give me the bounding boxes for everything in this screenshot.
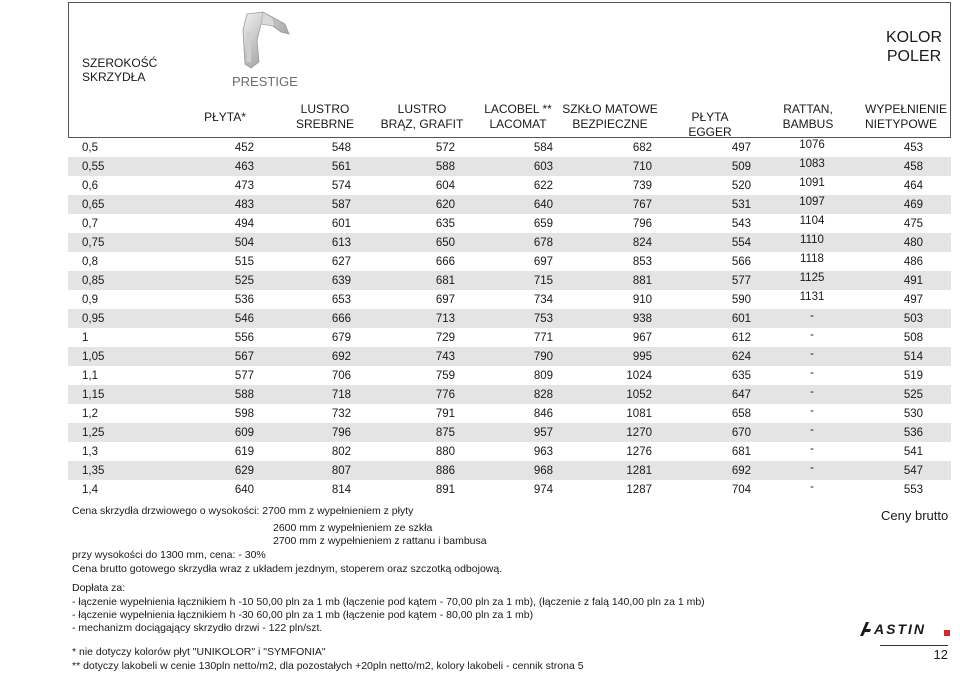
width-cell: 1,4 <box>82 484 98 496</box>
price-cell: 1281 <box>626 465 652 477</box>
price-cell: 963 <box>533 446 553 458</box>
price-cell: 791 <box>435 408 455 420</box>
price-cell: 619 <box>234 446 254 458</box>
price-cell: 546 <box>234 313 254 325</box>
price-cell: 767 <box>632 199 652 211</box>
price-cell: 504 <box>234 237 254 249</box>
width-cell: 0,55 <box>82 161 105 173</box>
column-header-6 <box>778 102 838 132</box>
price-cell: 1270 <box>626 427 652 439</box>
price-cell: 1083 <box>799 158 825 170</box>
price-note-1: Cena skrzydła drzwiowego o wysokości: 2700 mm z wypełnieniem z płyty <box>72 505 414 517</box>
price-cell: 613 <box>331 237 351 249</box>
column-header-line1: PŁYTA EGGER <box>688 110 732 139</box>
price-cell: 494 <box>234 218 254 230</box>
table-row <box>68 195 951 214</box>
column-header-5 <box>672 110 748 140</box>
price-cell: 620 <box>435 199 455 211</box>
price-cell: 796 <box>632 218 652 230</box>
price-cell: 574 <box>331 180 351 192</box>
price-cell: 881 <box>632 275 652 287</box>
price-cell: 846 <box>533 408 553 420</box>
price-cell: 1110 <box>800 234 824 246</box>
column-header-3 <box>484 102 552 132</box>
column-header-line1: SZKŁO MATOWE <box>562 102 658 116</box>
price-cell: 639 <box>331 275 351 287</box>
width-cell: 0,8 <box>82 256 98 268</box>
color-title-line1: KOLOR <box>885 29 942 46</box>
price-cell: 473 <box>234 180 254 192</box>
width-column-title <box>82 56 158 84</box>
price-cell: 995 <box>632 351 652 363</box>
price-cell: 809 <box>533 370 553 382</box>
price-cell: 1091 <box>799 177 825 189</box>
price-cell: 497 <box>903 294 923 306</box>
table-row <box>68 176 951 195</box>
price-cell: 974 <box>533 484 553 496</box>
price-cell: 491 <box>903 275 923 287</box>
column-header-line2: LACOMAT <box>489 117 547 131</box>
width-cell: 0,9 <box>82 294 98 306</box>
price-note-4: przy wysokości do 1300 mm, cena: - 30% <box>72 549 266 561</box>
table-row <box>68 423 951 442</box>
width-cell: 0,7 <box>82 218 98 230</box>
width-cell: 1,15 <box>82 389 105 401</box>
price-cell: 622 <box>533 180 553 192</box>
price-cell: 790 <box>533 351 553 363</box>
price-cell: 609 <box>234 427 254 439</box>
price-cell: 824 <box>632 237 652 249</box>
column-header-line1: RATTAN, <box>783 102 833 116</box>
price-cell: 464 <box>903 180 923 192</box>
table-row <box>68 480 951 499</box>
width-cell: 0,5 <box>82 142 98 154</box>
column-header-line1: LACOBEL ** <box>484 102 552 116</box>
price-cell: 1287 <box>626 484 652 496</box>
price-cell: 718 <box>331 389 351 401</box>
table-row <box>68 290 951 309</box>
width-cell: 1,1 <box>82 370 98 382</box>
price-cell: 543 <box>731 218 751 230</box>
price-cell: 653 <box>331 294 351 306</box>
price-cell: 1097 <box>799 196 825 208</box>
price-cell: 530 <box>903 408 923 420</box>
price-cell: 525 <box>903 389 923 401</box>
table-row <box>68 233 951 252</box>
price-cell: 682 <box>632 142 652 154</box>
price-cell: 601 <box>731 313 751 325</box>
price-cell: 828 <box>533 389 553 401</box>
price-cell: 635 <box>435 218 455 230</box>
column-header-line2: NIETYPOWE <box>865 117 938 131</box>
price-cell: 704 <box>731 484 751 496</box>
price-cell: 666 <box>435 256 455 268</box>
price-cell: 463 <box>234 161 254 173</box>
price-cell: - <box>810 424 814 436</box>
width-cell: 1,05 <box>82 351 105 363</box>
logo-text: ASTIN <box>874 621 926 637</box>
price-cell: 1104 <box>799 215 825 227</box>
price-cell: 650 <box>435 237 455 249</box>
table-row <box>68 385 951 404</box>
surcharge-item-1: - łączenie wypełnienia łącznikiem h -10 50,00 pln za 1 mb (łączenie pod kątem - 70,00 pln za 1 mb), (łączenie z falą 140,00 pln za 1 mb) <box>72 596 705 608</box>
price-cell: 681 <box>435 275 455 287</box>
width-cell: 1,3 <box>82 446 98 458</box>
price-cell: 670 <box>731 427 751 439</box>
price-cell: 508 <box>903 332 923 344</box>
price-cell: 713 <box>435 313 455 325</box>
table-row <box>68 214 951 233</box>
price-cell: 553 <box>903 484 923 496</box>
width-cell: 0,95 <box>82 313 105 325</box>
table-row <box>68 157 951 176</box>
price-cell: 577 <box>234 370 254 382</box>
price-cell: - <box>810 329 814 341</box>
table-row <box>68 309 951 328</box>
price-cell: 453 <box>903 142 923 154</box>
price-cell: 753 <box>533 313 553 325</box>
price-cell: 659 <box>533 218 553 230</box>
price-cell: 587 <box>331 199 351 211</box>
price-cell: 452 <box>234 142 254 154</box>
gross-prices-label: Ceny brutto <box>881 508 949 523</box>
width-cell: 1,2 <box>82 408 98 420</box>
width-cell: 0,6 <box>82 180 98 192</box>
price-cell: 548 <box>331 142 351 154</box>
price-cell: 603 <box>533 161 553 173</box>
price-cell: 715 <box>533 275 553 287</box>
price-cell: - <box>810 462 814 474</box>
price-cell: 483 <box>234 199 254 211</box>
price-cell: 612 <box>731 332 751 344</box>
price-cell: 734 <box>533 294 553 306</box>
width-cell: 0,85 <box>82 275 105 287</box>
product-name: PRESTIGE <box>232 74 298 89</box>
price-cell: 1118 <box>800 253 824 265</box>
price-cell: 938 <box>632 313 652 325</box>
price-note-3: 2700 mm z wypełnieniem z rattanu i bambusa <box>273 535 487 547</box>
price-cell: 567 <box>234 351 254 363</box>
table-row <box>68 347 951 366</box>
price-cell: 739 <box>632 180 652 192</box>
price-cell: 679 <box>331 332 351 344</box>
price-cell: 541 <box>903 446 923 458</box>
price-cell: 732 <box>331 408 351 420</box>
price-cell: 796 <box>331 427 351 439</box>
price-cell: 469 <box>903 199 923 211</box>
price-cell: 566 <box>731 256 751 268</box>
price-cell: 771 <box>533 332 553 344</box>
width-cell: 1 <box>82 332 89 344</box>
price-cell: - <box>810 348 814 360</box>
price-cell: - <box>810 310 814 322</box>
surcharge-item-3: - mechanizm dociągający skrzydło drzwi - 122 pln/szt. <box>72 622 323 634</box>
column-header-7 <box>865 102 948 132</box>
price-cell: 814 <box>331 484 351 496</box>
price-cell: 486 <box>903 256 923 268</box>
table-row <box>68 442 951 461</box>
price-cell: 588 <box>435 161 455 173</box>
price-cell: 561 <box>331 161 351 173</box>
price-cell: 640 <box>234 484 254 496</box>
price-cell: 531 <box>731 199 751 211</box>
table-row <box>68 461 951 480</box>
price-cell: 577 <box>731 275 751 287</box>
price-cell: 957 <box>533 427 553 439</box>
width-cell: 1,25 <box>82 427 105 439</box>
column-header-line2: BRĄZ, GRAFIT <box>380 117 464 131</box>
price-cell: 1024 <box>626 370 652 382</box>
price-cell: 759 <box>435 370 455 382</box>
price-cell: 635 <box>731 370 751 382</box>
price-cell: 572 <box>435 142 455 154</box>
price-cell: 509 <box>731 161 751 173</box>
column-header-line1: LUSTRO <box>300 102 350 116</box>
price-cell: 547 <box>903 465 923 477</box>
column-header-line1: PŁYTA* <box>204 110 246 124</box>
price-cell: 1125 <box>799 272 825 284</box>
width-cell: 0,75 <box>82 237 105 249</box>
price-cell: 681 <box>731 446 751 458</box>
column-header-line2: BEZPIECZNE <box>572 117 648 131</box>
column-header-4 <box>562 102 658 132</box>
price-cell: 1131 <box>799 291 825 303</box>
price-cell: 525 <box>234 275 254 287</box>
price-cell: 480 <box>903 237 923 249</box>
price-cell: 514 <box>903 351 923 363</box>
price-cell: 647 <box>731 389 751 401</box>
price-cell: - <box>810 386 814 398</box>
surcharge-title: Dopłata za: <box>72 582 126 594</box>
price-cell: 743 <box>435 351 455 363</box>
price-cell: 601 <box>331 218 351 230</box>
column-header-line2: SREBRNE <box>295 117 354 131</box>
column-header-line1: LUSTRO <box>397 102 447 116</box>
price-cell: 624 <box>731 351 751 363</box>
price-cell: 880 <box>435 446 455 458</box>
price-cell: 658 <box>731 408 751 420</box>
price-cell: 556 <box>234 332 254 344</box>
price-cell: 604 <box>435 180 455 192</box>
column-header-line1: WYPEŁNIENIE <box>865 102 948 116</box>
column-header-line2: BAMBUS <box>782 117 834 131</box>
price-cell: 536 <box>234 294 254 306</box>
price-cell: 520 <box>731 180 751 192</box>
column-header-2 <box>376 102 468 132</box>
price-cell: 678 <box>533 237 553 249</box>
price-cell: - <box>810 367 814 379</box>
price-cell: 710 <box>632 161 652 173</box>
footnote-2: ** dotyczy lakobeli w cenie 130pln netto/m2, dla pozostałych +20pln netto/m2, kolory lakobeli - cennik strona 5 <box>72 660 584 672</box>
table-row <box>68 366 951 385</box>
width-cell: 0,65 <box>82 199 105 211</box>
price-note-5: Cena brutto gotowego skrzydła wraz z układem jezdnym, stoperem oraz szczotką odbojową. <box>72 563 503 575</box>
color-title <box>878 28 950 66</box>
column-header-1 <box>290 102 360 132</box>
price-cell: 891 <box>435 484 455 496</box>
price-cell: 629 <box>234 465 254 477</box>
price-cell: 776 <box>435 389 455 401</box>
price-cell: 588 <box>234 389 254 401</box>
price-cell: 554 <box>731 237 751 249</box>
price-cell: 666 <box>331 313 351 325</box>
price-cell: 515 <box>234 256 254 268</box>
price-cell: 910 <box>632 294 652 306</box>
price-cell: 886 <box>435 465 455 477</box>
price-cell: 503 <box>903 313 923 325</box>
price-note-2: 2600 mm z wypełnieniem ze szkła <box>273 522 433 534</box>
price-cell: 598 <box>234 408 254 420</box>
surcharge-item-2: - łączenie wypełnienia łącznikiem h -30 60,00 pln za 1 mb (łączenie pod kątem - 80,00 pln za 1 mb) <box>72 609 534 621</box>
table-row <box>68 252 951 271</box>
price-cell: - <box>810 443 814 455</box>
table-row <box>68 271 951 290</box>
price-cell: 853 <box>632 256 652 268</box>
column-header-0 <box>202 110 248 125</box>
footnote-1: * nie dotyczy kolorów płyt "UNIKOLOR" i "SYMFONIA" <box>72 646 326 658</box>
table-row <box>68 404 951 423</box>
price-cell: 697 <box>435 294 455 306</box>
price-cell: 1076 <box>799 139 825 151</box>
price-cell: 729 <box>435 332 455 344</box>
price-cell: 640 <box>533 199 553 211</box>
width-title-line1: SZEROKOŚĆ <box>82 56 158 70</box>
astin-logo <box>858 618 958 640</box>
price-cell: 968 <box>533 465 553 477</box>
price-cell: 584 <box>533 142 553 154</box>
price-cell: - <box>810 481 814 493</box>
price-cell: 1276 <box>626 446 652 458</box>
price-cell: 802 <box>331 446 351 458</box>
price-cell: 519 <box>903 370 923 382</box>
price-cell: 807 <box>331 465 351 477</box>
table-row <box>68 328 951 347</box>
price-cell: 590 <box>731 294 751 306</box>
width-cell: 1,35 <box>82 465 105 477</box>
table-row <box>68 138 951 157</box>
price-cell: 692 <box>331 351 351 363</box>
price-cell: 875 <box>435 427 455 439</box>
price-cell: 697 <box>533 256 553 268</box>
price-cell: 475 <box>903 218 923 230</box>
color-title-line2: POLER <box>886 48 942 65</box>
price-cell: 497 <box>731 142 751 154</box>
profile-image <box>233 10 303 70</box>
page-number: 12 <box>880 645 948 661</box>
price-cell: 458 <box>903 161 923 173</box>
price-cell: 536 <box>903 427 923 439</box>
price-cell: 1081 <box>626 408 652 420</box>
price-cell: 627 <box>331 256 351 268</box>
price-cell: 967 <box>632 332 652 344</box>
price-cell: 706 <box>331 370 351 382</box>
width-title-line2: SKRZYDŁA <box>82 70 146 84</box>
price-cell: - <box>810 405 814 417</box>
price-cell: 692 <box>731 465 751 477</box>
price-cell: 1052 <box>626 389 652 401</box>
